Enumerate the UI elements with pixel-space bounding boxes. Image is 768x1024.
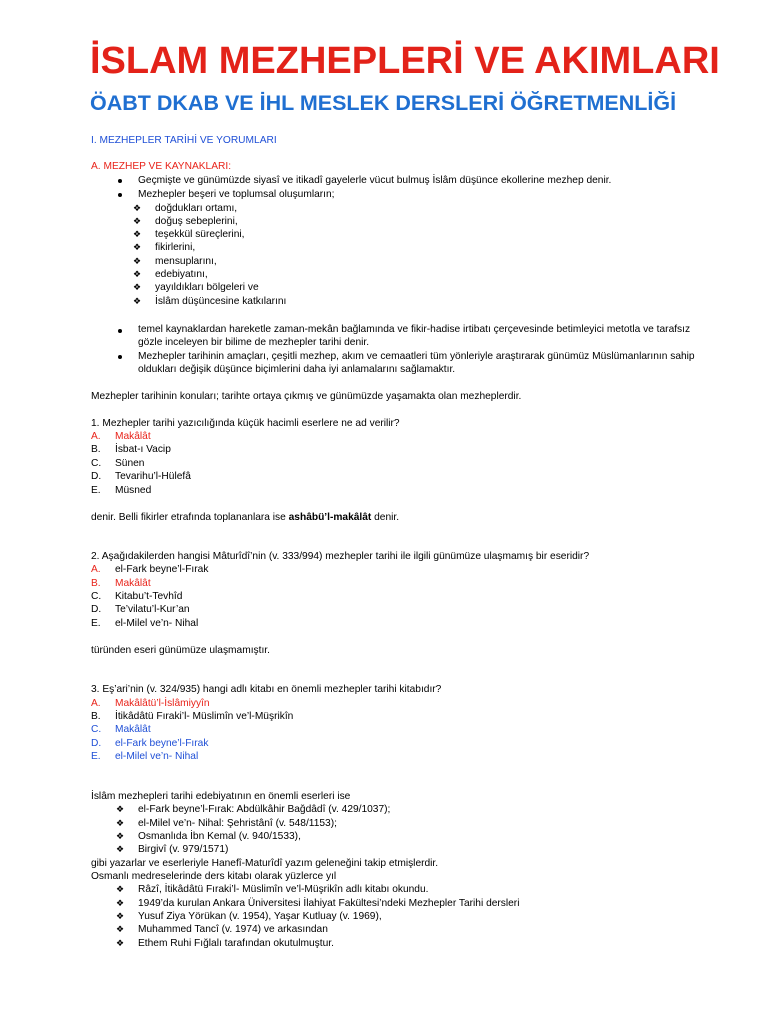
q3-option-c: C. Makâlât [91, 724, 151, 735]
bullet-text: Mezhepler tarihinin amaçları, çeşitli mezhep, akım ve cemaatleri tüm yönleriyle araştırarak günümüz Müslümanlarının sahip [138, 351, 695, 362]
diamond-bullet-icon: ❖ [116, 898, 125, 908]
topic-sentence: Mezhepler tarihinin konuları; tarihte ortaya çıkmış ve günümüzde yaşamakta olan mezheplerdir. [91, 391, 522, 402]
q2-option-a: A. el-Fark beyne’l-Fırak [91, 564, 209, 575]
literature-line: gibi yazarlar ve eserleriyle Hanefî-Maturîdî yazım geleneğini takip etmişlerdir. [91, 858, 439, 869]
q2-option-e: E. el-Milel ve’n- Nihal [91, 618, 199, 629]
q2-option-b: B. Makâlât [91, 578, 151, 589]
q1-option-c: C. Sünen [91, 458, 145, 469]
diamond-bullet-icon: ❖ [133, 282, 142, 292]
bullet-icon [118, 329, 122, 333]
diamond-bullet-icon: ❖ [116, 804, 125, 814]
diamond-bullet-icon: ❖ [116, 938, 125, 948]
q2-option-d: D. Te’vilatu’l-Kur’an [91, 604, 190, 615]
q3-option-e: E. el-Milel ve’n- Nihal [91, 751, 199, 762]
diamond-bullet-icon: ❖ [116, 911, 125, 921]
literature-item: Ethem Ruhi Fığlalı tarafından okutulmuştur. [138, 938, 334, 949]
bullet-icon [118, 193, 122, 197]
q1-note: denir. Belli fikirler etrafında toplananlara ise ashâbü’l-makâlât denir. [91, 512, 400, 523]
bullet-text: temel kaynaklardan hareketle zaman-mekân bağlamında ve fikir-hadise irtibatı çerçevesinde betimleyici metotla ve tarafsız [138, 324, 691, 335]
literature-item: 1949’da kurulan Ankara Üniversitesi İlahiyat Fakültesi’ndeki Mezhepler Tarihi dersleri [138, 898, 520, 909]
bullet-text: Geçmişte ve günümüzde siyasî ve itikadî gayelerle vücut bulmuş İslâm düşünce ekollerine mezhep denir. [138, 175, 612, 186]
section-heading: I. MEZHEPLER TARİHİ VE YORUMLARI [91, 135, 277, 146]
diamond-bullet-icon: ❖ [133, 203, 142, 213]
literature-item: el-Fark beyne’l-Fırak: Abdülkâhir Bağdâdî (v. 429/1037); [138, 804, 391, 815]
q2-option-c: C. Kitabu’t-Tevhîd [91, 591, 183, 602]
bullet-icon [118, 355, 122, 359]
q1-option-a: A. Makâlât [91, 431, 151, 442]
section-subheading: A. MEZHEP VE KAYNAKLARI: [91, 161, 232, 172]
q3-option-a: A. Makâlâtü’l-İslâmiyyîn [91, 698, 210, 709]
bullet-text-cont: gözle inceleyen bir bilime de mezhepler tarihi denir. [138, 337, 370, 348]
literature-item: Birgivî (v. 979/1571) [138, 844, 229, 855]
diamond-bullet-icon: ❖ [116, 844, 125, 854]
q2-note: türünden eseri günümüze ulaşmamıştır. [91, 645, 270, 656]
q1-option-b: B. İsbat-ı Vacip [91, 444, 171, 455]
diamond-bullet-icon: ❖ [133, 256, 142, 266]
literature-intro: İslâm mezhepleri tarihi edebiyatının en önemli eserleri ise [91, 791, 351, 802]
sub-item: yayıldıkları bölgeleri ve [155, 282, 259, 293]
diamond-bullet-icon: ❖ [116, 884, 125, 894]
literature-item: Muhammed Tancî (v. 1974) ve arkasından [138, 924, 328, 935]
diamond-bullet-icon: ❖ [116, 818, 125, 828]
document-subtitle: ÖABT DKAB VE İHL MESLEK DERSLERİ ÖĞRETMENLİĞİ [90, 91, 677, 115]
literature-item: Râzî, İtikâdâtü Fıraki’l- Müslimîn ve’l-Müşrikîn adlı kitabı okundu. [138, 884, 429, 895]
question-2: 2. Aşağıdakilerden hangisi Mâturîdî’nin (v. 333/994) mezhepler tarihi ile ilgili günümüze ulaşmamış bir eseridir? [91, 551, 590, 562]
document-title: İSLAM MEZHEPLERİ VE AKIMLARI [90, 40, 720, 82]
diamond-bullet-icon: ❖ [116, 924, 125, 934]
diamond-bullet-icon: ❖ [133, 269, 142, 279]
question-3: 3. Eş’ari’nin (v. 324/935) hangi adlı kitabı en önemli mezhepler tarihi kitabıdır? [91, 684, 442, 695]
literature-item: el-Milel ve’n- Nihal: Şehristânî (v. 548/1153); [138, 818, 337, 829]
literature-item: Yusuf Ziya Yörükan (v. 1954), Yaşar Kutluay (v. 1969), [138, 911, 382, 922]
diamond-bullet-icon: ❖ [133, 229, 142, 239]
diamond-bullet-icon: ❖ [116, 831, 125, 841]
sub-item: fikirlerini, [155, 242, 196, 253]
question-1: 1. Mezhepler tarihi yazıcılığında küçük hacimli eserlere ne ad verilir? [91, 418, 400, 429]
literature-item: Osmanlıda İbn Kemal (v. 940/1533), [138, 831, 301, 842]
q3-option-d: D. el-Fark beyne’l-Fırak [91, 738, 209, 749]
sub-item: İslâm düşüncesine katkılarını [155, 296, 287, 307]
q1-option-d: D. Tevarihu’l-Hülefâ [91, 471, 191, 482]
literature-line: Osmanlı medreselerinde ders kitabı olarak yüzlerce yıl [91, 871, 337, 882]
diamond-bullet-icon: ❖ [133, 216, 142, 226]
bullet-text-cont: oldukları değişik düşünce biçimlerini daha iyi anlamalarını sağlamaktır. [138, 364, 456, 375]
q1-option-e: E. Müsned [91, 485, 152, 496]
sub-item: teşekkül süreçlerini, [155, 229, 245, 240]
sub-item: mensuplarını, [155, 256, 217, 267]
q3-option-b: B. İtikâdâtü Fıraki’l- Müslimîn ve’l-Müşrikîn [91, 711, 294, 722]
diamond-bullet-icon: ❖ [133, 296, 142, 306]
sub-item: doğdukları ortamı, [155, 203, 238, 214]
sub-item: edebiyatını, [155, 269, 208, 280]
bullet-icon [118, 179, 122, 183]
sub-item: doğuş sebeplerini, [155, 216, 238, 227]
bullet-text: Mezhepler beşeri ve toplumsal oluşumların; [138, 189, 335, 200]
diamond-bullet-icon: ❖ [133, 242, 142, 252]
